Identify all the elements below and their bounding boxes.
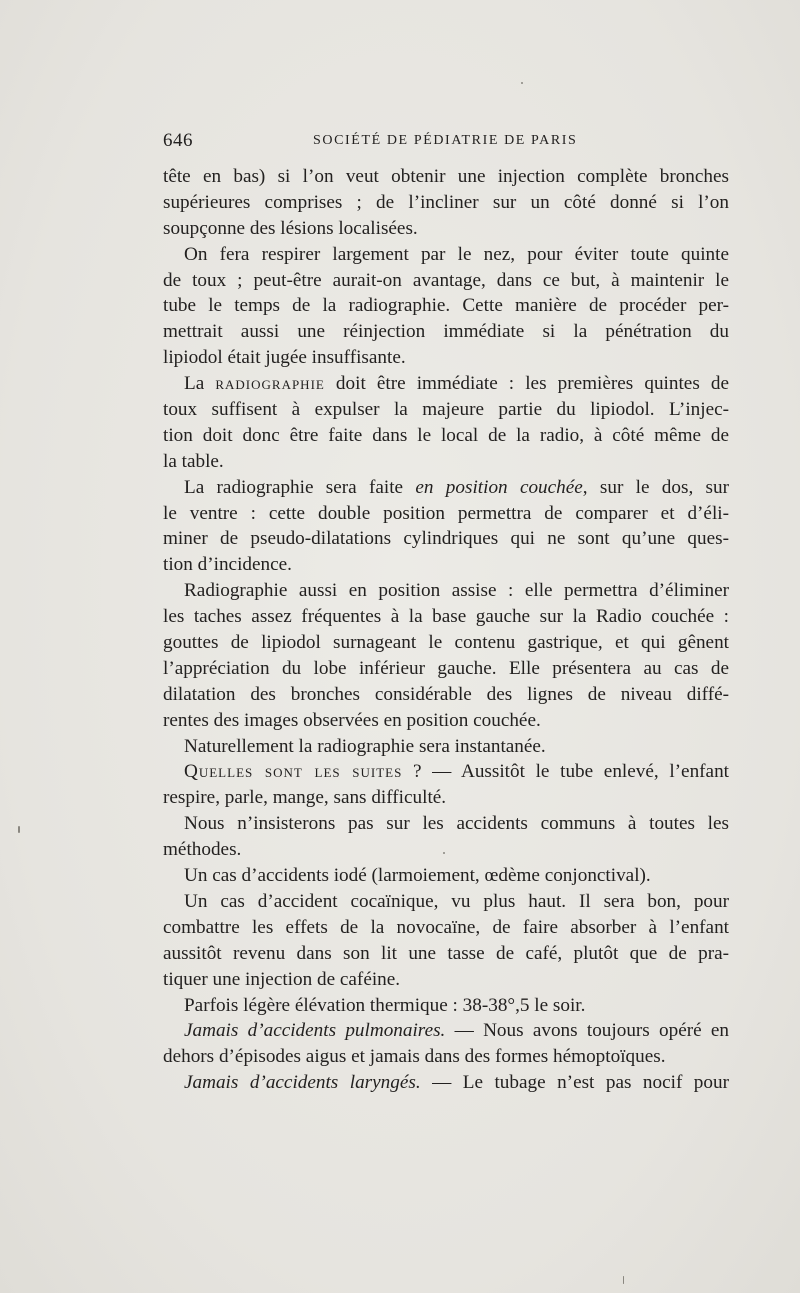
text-line-1: tête en bas) si l’on veut obtenir une injection complète bronches	[163, 166, 729, 187]
text-line-3: soupçonne des lésions localisées.	[163, 217, 418, 239]
text-line-21: dilatation des bronches considérable des lignes de niveau diffé-	[163, 683, 729, 705]
paper-speck	[443, 852, 445, 854]
paper-speck	[18, 826, 20, 833]
text-line-27: méthodes.	[163, 839, 242, 861]
text-line-13: La radiographie sera faite en position couchée, sur le dos, sur	[184, 476, 730, 498]
text-line-10: toux suffisent à expulser la majeure partie du lipiodol. L’injec-	[163, 399, 729, 421]
body-text	[163, 164, 729, 1096]
text-line-17: Radiographie aussi en position assise : elle permettra d’éliminer	[184, 580, 729, 602]
text-line-31: aussitôt revenu dans son lit une tasse de café, plutôt que de pra-	[163, 942, 729, 964]
small-caps-term: radiographie	[215, 373, 325, 395]
page-header	[163, 130, 728, 154]
text-line-22: rentes des images observées en position couchée.	[163, 709, 541, 731]
text-line-12: la table.	[163, 450, 224, 472]
text-line-9: La radiographie doit être immédiate : les premières quintes de	[184, 373, 729, 395]
text-line-36: Jamais d’accidents laryngés. — Le tubage n’est pas nocif pour	[184, 1072, 729, 1094]
text-line-30: combattre les effets de la novocaïne, de faire absorber à l’enfant	[163, 916, 729, 938]
paper-speck	[623, 1276, 624, 1284]
italic-phrase: en position couchée	[415, 476, 583, 498]
text-line-34: Jamais d’accidents pulmonaires. — Nous avons toujours opéré en	[184, 1020, 730, 1042]
text-line-2: supérieures comprises ; de l’incliner sur un côté donné si l’on	[163, 191, 729, 213]
text-line-6: tube le temps de la radiographie. Cette manière de procéder per-	[163, 295, 729, 317]
italic-phrase: Jamais d’accidents laryngés.	[184, 1072, 421, 1094]
small-caps-heading: Quelles sont les suites	[184, 761, 403, 783]
text-line-18: les taches assez fréquentes à la base gauche sur la Radio couchée :	[163, 606, 729, 628]
text-line-4: On fera respirer largement par le nez, pour éviter toute quinte	[184, 243, 729, 265]
text-line-23: Naturellement la radiographie sera instantanée.	[184, 735, 546, 757]
text-line-14: le ventre : cette double position permettra de comparer et d’éli-	[163, 502, 729, 524]
text-line-32: tiquer une injection de caféine.	[163, 968, 401, 990]
paper-speck	[521, 82, 523, 84]
text-line-28: Un cas d’accidents iodé (larmoiement, œdème conjonctival).	[184, 865, 651, 887]
text-line-7: mettrait aussi une réinjection immédiate si la pénétration du	[163, 321, 729, 343]
text-line-19: gouttes de lipiodol surnageant le contenu gastrique, et qui gênent	[163, 632, 729, 654]
text-line-25: respire, parle, mange, sans difficulté.	[163, 787, 447, 809]
text-line-15: miner de pseudo-dilatations cylindriques qui ne sont qu’une ques-	[163, 528, 729, 550]
text-line-24: Quelles sont les suites ? — Aussitôt le tube enlevé, l’enfant	[184, 761, 729, 783]
running-title: SOCIÉTÉ DE PÉDIATRIE DE PARIS	[313, 133, 578, 148]
text-line-5: de toux ; peut-être aurait-on avantage, dans ce but, à maintenir le	[163, 269, 729, 291]
text-line-16: tion d’incidence.	[163, 554, 292, 576]
text-line-29: Un cas d’accident cocaïnique, vu plus haut. Il sera bon, pour	[184, 890, 729, 912]
text-line-11: tion doit donc être faite dans le local de la radio, à côté même de	[163, 424, 729, 446]
text-line-20: l’appréciation du lobe inférieur gauche. Elle présentera au cas de	[163, 657, 729, 679]
text-line-33: Parfois légère élévation thermique : 38-38°,5 le soir.	[184, 994, 586, 1016]
italic-phrase: Jamais d’accidents pulmonaires.	[184, 1020, 446, 1042]
text-line-8: lipiodol était jugée insuffisante.	[163, 347, 406, 369]
text-line-35: dehors d’épisodes aigus et jamais dans des formes hémoptoïques.	[163, 1046, 666, 1068]
text-line-26: Nous n’insisterons pas sur les accidents communs à toutes les	[184, 813, 729, 835]
page-number: 646	[163, 130, 193, 151]
